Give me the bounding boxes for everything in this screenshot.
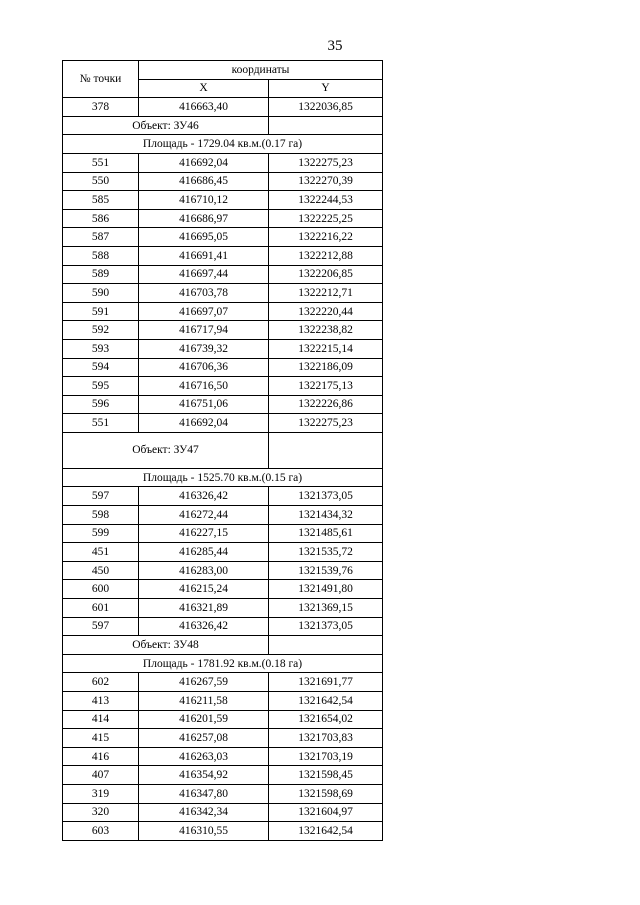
y-coordinate-cell: 1322270,39 bbox=[269, 172, 383, 191]
point-number-cell: 595 bbox=[63, 377, 139, 396]
point-number-cell: 414 bbox=[63, 710, 139, 729]
table-row bbox=[63, 246, 383, 265]
point-number-cell: 407 bbox=[63, 766, 139, 785]
y-coordinate-cell: 1322244,53 bbox=[269, 191, 383, 210]
x-coordinate-cell: 416310,55 bbox=[139, 822, 269, 841]
y-coordinate-cell: 1322036,85 bbox=[269, 98, 383, 117]
table-row bbox=[63, 172, 383, 191]
table-row bbox=[63, 692, 383, 711]
x-coordinate-cell: 416663,40 bbox=[139, 98, 269, 117]
area-label: Площадь - 1525.70 кв.м.(0.15 га) bbox=[63, 468, 383, 487]
y-coordinate-cell: 1322225,25 bbox=[269, 209, 383, 228]
area-label: Площадь - 1781.92 кв.м.(0.18 га) bbox=[63, 654, 383, 673]
y-coordinate-cell: 1321654,02 bbox=[269, 710, 383, 729]
y-coordinate-cell: 1321535,72 bbox=[269, 543, 383, 562]
x-coordinate-cell: 416697,44 bbox=[139, 265, 269, 284]
area-row bbox=[63, 468, 383, 487]
header-x: X bbox=[139, 79, 269, 98]
point-number-cell: 320 bbox=[63, 803, 139, 822]
point-number-cell: 585 bbox=[63, 191, 139, 210]
y-coordinate-cell: 1321485,61 bbox=[269, 524, 383, 543]
point-number-cell: 593 bbox=[63, 339, 139, 358]
y-coordinate-cell: 1322212,71 bbox=[269, 284, 383, 303]
point-number-cell: 589 bbox=[63, 265, 139, 284]
table-row bbox=[63, 822, 383, 841]
x-coordinate-cell: 416267,59 bbox=[139, 673, 269, 692]
point-number-cell: 451 bbox=[63, 543, 139, 562]
point-number-cell: 590 bbox=[63, 284, 139, 303]
x-coordinate-cell: 416706,36 bbox=[139, 358, 269, 377]
y-coordinate-cell: 1322175,13 bbox=[269, 377, 383, 396]
table-row bbox=[63, 153, 383, 172]
point-number-cell: 587 bbox=[63, 228, 139, 247]
y-coordinate-cell: 1321642,54 bbox=[269, 822, 383, 841]
object-label: Объект: ЗУ46 bbox=[63, 116, 269, 135]
y-coordinate-cell: 1321434,32 bbox=[269, 506, 383, 525]
y-coordinate-cell: 1321373,05 bbox=[269, 487, 383, 506]
y-coordinate-cell: 1321703,83 bbox=[269, 729, 383, 748]
point-number-cell: 599 bbox=[63, 524, 139, 543]
x-coordinate-cell: 416201,59 bbox=[139, 710, 269, 729]
table-row bbox=[63, 339, 383, 358]
y-coordinate-cell: 1322226,86 bbox=[269, 395, 383, 414]
x-coordinate-cell: 416347,80 bbox=[139, 784, 269, 803]
x-coordinate-cell: 416326,42 bbox=[139, 487, 269, 506]
x-coordinate-cell: 416697,07 bbox=[139, 302, 269, 321]
x-coordinate-cell: 416717,94 bbox=[139, 321, 269, 340]
point-number-cell: 551 bbox=[63, 414, 139, 433]
area-label: Площадь - 1729.04 кв.м.(0.17 га) bbox=[63, 135, 383, 154]
y-coordinate-cell: 1321642,54 bbox=[269, 692, 383, 711]
table-row bbox=[63, 377, 383, 396]
table-row bbox=[63, 599, 383, 618]
table-row bbox=[63, 543, 383, 562]
x-coordinate-cell: 416272,44 bbox=[139, 506, 269, 525]
table-row bbox=[63, 784, 383, 803]
table-row bbox=[63, 284, 383, 303]
y-coordinate-cell: 1321598,45 bbox=[269, 766, 383, 785]
y-coordinate-cell: 1322238,82 bbox=[269, 321, 383, 340]
x-coordinate-cell: 416692,04 bbox=[139, 414, 269, 433]
table-row bbox=[63, 414, 383, 433]
table-row bbox=[63, 561, 383, 580]
point-number-cell: 603 bbox=[63, 822, 139, 841]
point-number-cell: 413 bbox=[63, 692, 139, 711]
x-coordinate-cell: 416215,24 bbox=[139, 580, 269, 599]
y-coordinate-cell: 1322212,88 bbox=[269, 246, 383, 265]
x-coordinate-cell: 416227,15 bbox=[139, 524, 269, 543]
y-coordinate-cell: 1322216,22 bbox=[269, 228, 383, 247]
table-row bbox=[63, 487, 383, 506]
y-coordinate-cell: 1321539,76 bbox=[269, 561, 383, 580]
point-number-cell: 592 bbox=[63, 321, 139, 340]
y-coordinate-cell: 1321369,15 bbox=[269, 599, 383, 618]
x-coordinate-cell: 416257,08 bbox=[139, 729, 269, 748]
object-label: Объект: ЗУ48 bbox=[63, 636, 269, 655]
x-coordinate-cell: 416691,41 bbox=[139, 246, 269, 265]
table-row bbox=[63, 524, 383, 543]
y-coordinate-cell: 1322275,23 bbox=[269, 414, 383, 433]
y-coordinate-cell: 1322215,14 bbox=[269, 339, 383, 358]
x-coordinate-cell: 416703,78 bbox=[139, 284, 269, 303]
table-row bbox=[63, 395, 383, 414]
point-number-cell: 597 bbox=[63, 487, 139, 506]
y-coordinate-cell: 1321491,80 bbox=[269, 580, 383, 599]
y-coordinate-cell: 1321373,05 bbox=[269, 617, 383, 636]
table-row bbox=[63, 673, 383, 692]
table-row bbox=[63, 729, 383, 748]
point-number-cell: 597 bbox=[63, 617, 139, 636]
x-coordinate-cell: 416686,97 bbox=[139, 209, 269, 228]
object-row bbox=[63, 432, 383, 468]
point-number-cell: 415 bbox=[63, 729, 139, 748]
x-coordinate-cell: 416716,50 bbox=[139, 377, 269, 396]
y-coordinate-cell: 1321604,97 bbox=[269, 803, 383, 822]
table-body bbox=[63, 98, 383, 841]
y-coordinate-cell: 1322275,23 bbox=[269, 153, 383, 172]
table-row bbox=[63, 209, 383, 228]
point-number-cell: 378 bbox=[63, 98, 139, 117]
y-coordinate-cell: 1321598,69 bbox=[269, 784, 383, 803]
point-number-cell: 594 bbox=[63, 358, 139, 377]
object-empty-cell bbox=[269, 116, 383, 135]
x-coordinate-cell: 416354,92 bbox=[139, 766, 269, 785]
y-coordinate-cell: 1321691,77 bbox=[269, 673, 383, 692]
x-coordinate-cell: 416692,04 bbox=[139, 153, 269, 172]
x-coordinate-cell: 416211,58 bbox=[139, 692, 269, 711]
point-number-cell: 450 bbox=[63, 561, 139, 580]
y-coordinate-cell: 1321703,19 bbox=[269, 747, 383, 766]
x-coordinate-cell: 416710,12 bbox=[139, 191, 269, 210]
coordinates-table bbox=[62, 60, 383, 841]
table-row bbox=[63, 358, 383, 377]
table-row bbox=[63, 580, 383, 599]
header-point-number: № точки bbox=[63, 61, 139, 98]
x-coordinate-cell: 416739,32 bbox=[139, 339, 269, 358]
table-row bbox=[63, 766, 383, 785]
table-row bbox=[63, 98, 383, 117]
point-number-cell: 588 bbox=[63, 246, 139, 265]
point-number-cell: 551 bbox=[63, 153, 139, 172]
point-number-cell: 600 bbox=[63, 580, 139, 599]
x-coordinate-cell: 416686,45 bbox=[139, 172, 269, 191]
area-row bbox=[63, 135, 383, 154]
object-row bbox=[63, 636, 383, 655]
point-number-cell: 596 bbox=[63, 395, 139, 414]
point-number-cell: 602 bbox=[63, 673, 139, 692]
header-y: Y bbox=[269, 79, 383, 98]
table-row bbox=[63, 747, 383, 766]
table-header bbox=[63, 61, 383, 98]
table-row bbox=[63, 803, 383, 822]
table-row bbox=[63, 228, 383, 247]
point-number-cell: 586 bbox=[63, 209, 139, 228]
object-empty-cell bbox=[269, 636, 383, 655]
x-coordinate-cell: 416321,89 bbox=[139, 599, 269, 618]
point-number-cell: 319 bbox=[63, 784, 139, 803]
table-row bbox=[63, 617, 383, 636]
y-coordinate-cell: 1322220,44 bbox=[269, 302, 383, 321]
x-coordinate-cell: 416326,42 bbox=[139, 617, 269, 636]
point-number-cell: 598 bbox=[63, 506, 139, 525]
y-coordinate-cell: 1322186,09 bbox=[269, 358, 383, 377]
x-coordinate-cell: 416263,03 bbox=[139, 747, 269, 766]
table-row bbox=[63, 710, 383, 729]
table-row bbox=[63, 191, 383, 210]
table-row bbox=[63, 302, 383, 321]
point-number-cell: 550 bbox=[63, 172, 139, 191]
point-number-cell: 416 bbox=[63, 747, 139, 766]
table-row bbox=[63, 321, 383, 340]
object-empty-cell bbox=[269, 432, 383, 468]
x-coordinate-cell: 416751,06 bbox=[139, 395, 269, 414]
page-number: 35 bbox=[327, 38, 343, 54]
x-coordinate-cell: 416342,34 bbox=[139, 803, 269, 822]
y-coordinate-cell: 1322206,85 bbox=[269, 265, 383, 284]
object-label: Объект: ЗУ47 bbox=[63, 432, 269, 468]
point-number-cell: 591 bbox=[63, 302, 139, 321]
object-row bbox=[63, 116, 383, 135]
point-number-cell: 601 bbox=[63, 599, 139, 618]
x-coordinate-cell: 416695,05 bbox=[139, 228, 269, 247]
header-coordinates: координаты bbox=[139, 61, 383, 80]
x-coordinate-cell: 416283,00 bbox=[139, 561, 269, 580]
table-row bbox=[63, 506, 383, 525]
x-coordinate-cell: 416285,44 bbox=[139, 543, 269, 562]
area-row bbox=[63, 654, 383, 673]
table-row bbox=[63, 265, 383, 284]
